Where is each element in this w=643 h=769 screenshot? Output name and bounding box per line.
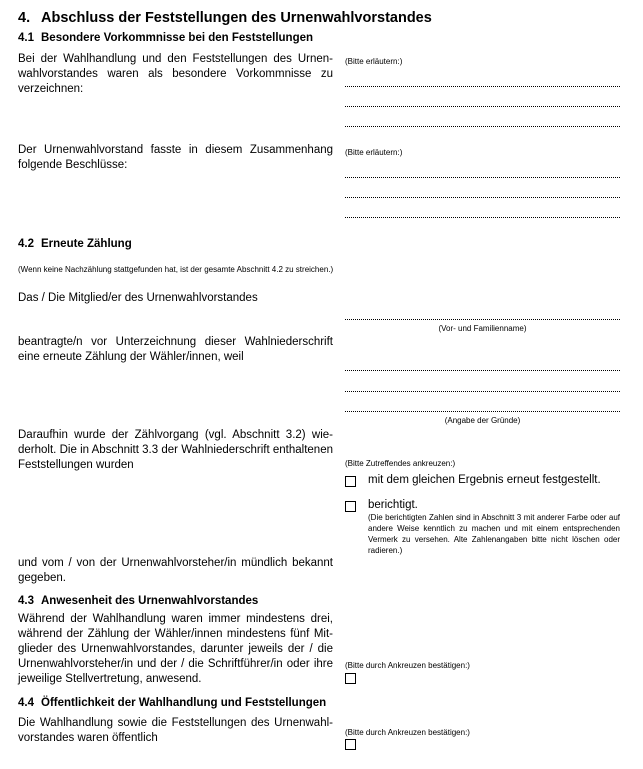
resolutions-line-3[interactable] <box>345 217 620 218</box>
section-4-2-title: Erneute Zählung <box>41 238 132 250</box>
presence-hint: (Bitte durch Ankreuzen bestätigen:) <box>345 661 470 670</box>
section-4-title: Abschluss der Feststellungen des Urnenwahlvorstandes <box>41 10 432 26</box>
section-4-4-title: Öffentlichkeit der Wahlhandlung und Feststellungen <box>41 697 327 709</box>
member-name-caption: (Vor- und Familienname) <box>438 324 527 333</box>
incidents-text: Bei der Wahlhandlung und den Feststellungen des Urnenwahlvorstandes waren als besondere Vorkommnisse zu verzeichnen: <box>18 53 333 95</box>
resolutions-hint: (Bitte erläutern:) <box>345 148 403 157</box>
publicity-checkbox[interactable] <box>345 739 356 750</box>
repeat-text: Daraufhin wurde der Zählvorgang (vgl. Abschnitt 3.2) wiederholt. Die in Abschnitt 3.3 der Wahlniederschrift enthaltenen Feststellungen wurden <box>18 429 333 471</box>
section-4-1-title: Besondere Vorkommnisse bei den Feststellungen <box>41 32 314 44</box>
member-name-line[interactable] <box>345 319 620 320</box>
announce-text: und vom / von der Urnenwahlvorsteher/in mündlich bekannt gegeben. <box>18 557 333 584</box>
corrected-label: berichtigt. <box>368 499 418 511</box>
corrected-note: (Die berichtigten Zahlen sind in Abschnitt 3 mit anderer Farbe oder auf andere Weise kenntlich zu machen und mit einem entsprechenden Vermerk zu versehen. Alte Zahlenangaben bitte nicht löschen oder radieren.) <box>368 513 620 555</box>
section-4-4-number: 4.4 <box>18 697 34 709</box>
presence-text: Während der Wahlhandlung waren immer mindestens drei, während der Zählung der Wähler/innen mindestens fünf Mitglieder des Urnenwahlvorstandes, darunter jeweils der / die Urnenwahlvorsteher/in und der / die Schriftführer/in oder ihre jeweilige Stellvertretung, anwesend. <box>18 613 333 685</box>
section-4-3-title: Anwesenheit des Urnenwahlvorstandes <box>41 595 259 607</box>
section-4-number: 4. <box>18 10 31 26</box>
incidents-line-2[interactable] <box>345 106 620 107</box>
reasons-caption: (Angabe der Gründe) <box>444 416 521 425</box>
publicity-text: Die Wahlhandlung sowie die Feststellungen des Urnenwahlvorstandes waren öffentlich <box>18 717 333 744</box>
same-result-checkbox[interactable] <box>345 476 356 487</box>
resolutions-line-1[interactable] <box>345 177 620 178</box>
request-text: beantragte/n vor Unterzeichnung dieser Wahlniederschrift eine erneute Zählung der Wähler/innen, weil <box>18 336 333 363</box>
resolutions-line-2[interactable] <box>345 197 620 198</box>
corrected-checkbox[interactable] <box>345 501 356 512</box>
resolutions-text: Der Urnenwahlvorstand fasste in diesem Zusammenhang folgende Beschlüsse: <box>18 144 333 171</box>
reasons-line-1[interactable] <box>345 370 620 371</box>
reasons-line-2[interactable] <box>345 391 620 392</box>
incidents-hint: (Bitte erläutern:) <box>345 57 403 66</box>
recount-note: (Wenn keine Nachzählung stattgefunden hat, ist der gesamte Abschnitt 4.2 zu streichen.) <box>18 265 334 274</box>
check-hint: (Bitte Zutreffendes ankreuzen:) <box>345 459 456 468</box>
incidents-line-1[interactable] <box>345 86 620 87</box>
publicity-hint: (Bitte durch Ankreuzen bestätigen:) <box>345 728 470 737</box>
reasons-line-3[interactable] <box>345 411 620 412</box>
section-4-1-number: 4.1 <box>18 32 34 44</box>
incidents-line-3[interactable] <box>345 126 620 127</box>
section-4-2-number: 4.2 <box>18 238 34 250</box>
members-text: Das / Die Mitglied/er des Urnenwahlvorstandes <box>18 292 258 304</box>
section-4-3-number: 4.3 <box>18 595 34 607</box>
presence-checkbox[interactable] <box>345 673 356 684</box>
same-result-label: mit dem gleichen Ergebnis erneut festgestellt. <box>368 474 601 486</box>
